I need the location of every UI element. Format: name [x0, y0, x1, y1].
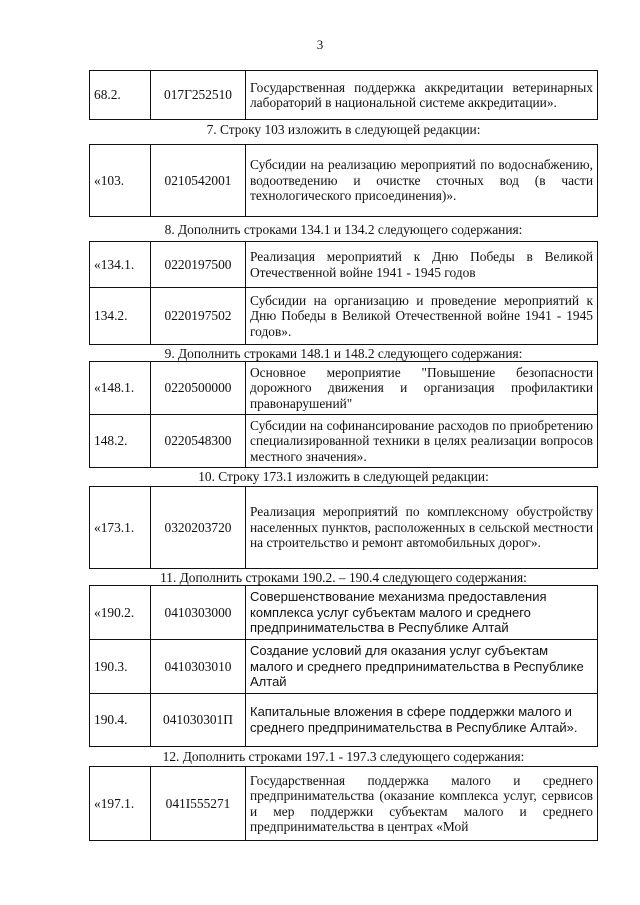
instruction-7: 7. Строку 103 изложить в следующей редакции: [206, 122, 481, 137]
instruction-8: 8. Дополнить строками 134.1 и 134.2 следующего содержания: [164, 222, 523, 237]
instruction-12: 12. Дополнить строками 197.1 - 197.3 следующего содержания: [162, 749, 525, 764]
code-table [89, 585, 598, 747]
table-row [90, 487, 598, 569]
instruction-10: 10. Строку 173.1 изложить в следующей редакции: [198, 469, 489, 484]
budget-code: 041I555271 [151, 767, 246, 841]
row-number: 190.3. [90, 640, 151, 694]
row-description: Субсидии на организацию и проведение мероприятий к Дню Победы в Великой Отечественной войне 1941 - 1945 годов». [246, 288, 598, 345]
budget-code: 017Г252510 [151, 71, 246, 120]
budget-code: 0210542001 [151, 145, 246, 217]
code-table [89, 361, 598, 468]
table-row [90, 415, 598, 468]
code-table [89, 766, 598, 841]
row-number: «103. [90, 145, 151, 217]
row-number: 68.2. [90, 71, 151, 120]
row-number: «190.2. [90, 586, 151, 640]
row-block-68 [89, 70, 598, 120]
table-row [90, 71, 598, 120]
table-row [90, 242, 598, 288]
row-number: 190.4. [90, 694, 151, 747]
budget-code: 0220548300 [151, 415, 246, 468]
budget-code: 041030301П [151, 694, 246, 747]
row-block-173 [89, 486, 598, 569]
instruction-9: 9. Дополнить строками 148.1 и 148.2 следующего содержания: [164, 346, 523, 361]
row-block-148 [89, 361, 598, 468]
table-row [90, 640, 598, 694]
budget-code: 0220197500 [151, 242, 246, 288]
row-number: «173.1. [90, 487, 151, 569]
budget-code: 0410303000 [151, 586, 246, 640]
page-number: 3 [316, 37, 324, 52]
row-number: «197.1. [90, 767, 151, 841]
table-row [90, 694, 598, 747]
table-row [90, 362, 598, 415]
code-table [89, 144, 598, 217]
table-row [90, 145, 598, 217]
budget-code: 0220500000 [151, 362, 246, 415]
row-description: Субсидии на реализацию мероприятий по водоснабжению, водоотведению и очистке сточных вод (в части технологического присоединения)». [246, 145, 598, 217]
row-description: Основное мероприятие "Повышение безопасности дорожного движения и организация профилактики правонарушений" [246, 362, 598, 415]
code-table [89, 241, 598, 345]
table-row [90, 288, 598, 345]
budget-code: 0220197502 [151, 288, 246, 345]
row-number: «148.1. [90, 362, 151, 415]
row-description: Капитальные вложения в сфере поддержки малого и среднего предпринимательства в Республике Алтай». [246, 694, 598, 747]
budget-code: 0410303010 [151, 640, 246, 694]
row-description: Реализация мероприятий к Дню Победы в Великой Отечественной войне 1941 - 1945 годов [246, 242, 598, 288]
code-table [89, 70, 598, 120]
row-block-197 [89, 766, 598, 841]
row-number: 134.2. [90, 288, 151, 345]
row-block-190 [89, 585, 598, 747]
row-description: Создание условий для оказания услуг субъектам малого и среднего предпринимательства в Республике Алтай [246, 640, 598, 694]
row-block-134 [89, 241, 598, 345]
row-number: 148.2. [90, 415, 151, 468]
row-number: «134.1. [90, 242, 151, 288]
row-block-103 [89, 144, 598, 217]
table-row [90, 586, 598, 640]
row-description: Государственная поддержка аккредитации ветеринарных лабораторий в национальной системе аккредитации». [246, 71, 598, 120]
row-description: Совершенствование механизма предоставления комплекса услуг субъектам малого и среднего предпринимательства в Республике Алтай [246, 586, 598, 640]
instruction-11: 11. Дополнить строками 190.2. – 190.4 следующего содержания: [160, 570, 527, 585]
budget-code: 0320203720 [151, 487, 246, 569]
row-description: Субсидии на софинансирование расходов по приобретению специализированной техники в целях реализации вопросов местного значения». [246, 415, 598, 468]
row-description: Государственная поддержка малого и среднего предпринимательства (оказание комплекса услуг, сервисов и мер поддержки субъектам малого и среднего предпринимательства в центрах «Мой [246, 767, 598, 841]
row-description: Реализация мероприятий по комплексному обустройству населенных пунктов, расположенных в сельской местности на строительство и ремонт автомобильных дорог». [246, 487, 598, 569]
code-table [89, 486, 598, 569]
table-row [90, 767, 598, 841]
